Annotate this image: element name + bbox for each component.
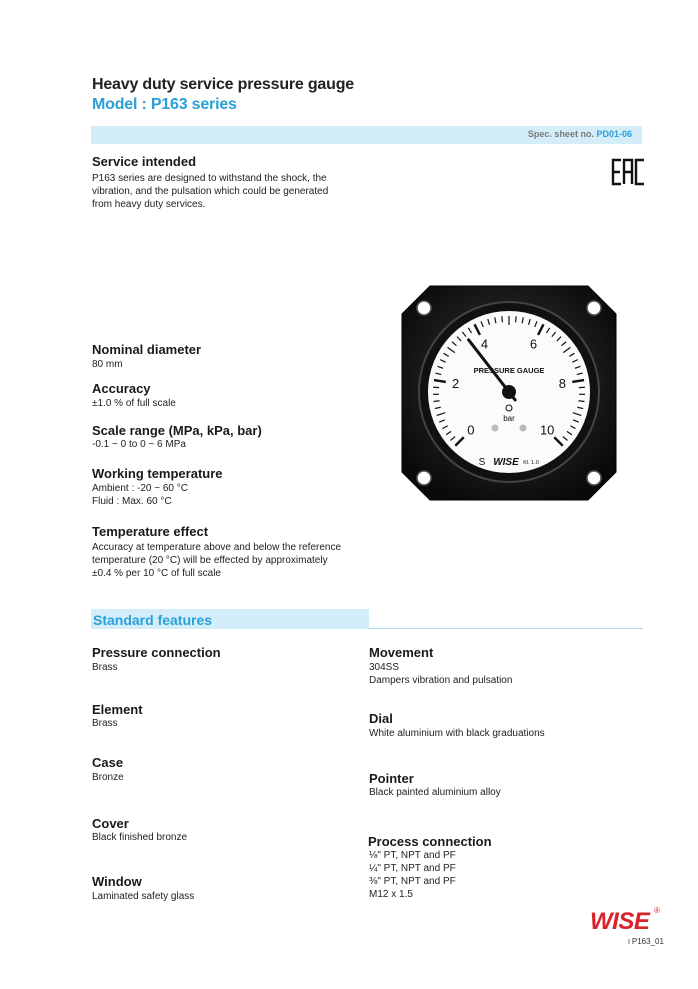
text-line: ¼" PT, NPT and PF bbox=[369, 863, 456, 874]
standard-features-heading: Standard features bbox=[93, 612, 213, 628]
window-heading: Window bbox=[92, 874, 142, 889]
eac-mark-icon bbox=[611, 158, 645, 186]
spec-no: PD01-06 bbox=[596, 129, 632, 139]
text-line: Fluid : Max. 60 °C bbox=[92, 496, 172, 507]
dial-s-mark: S bbox=[478, 457, 486, 468]
wise-logo-text: WISE bbox=[590, 908, 650, 934]
scale-label: 2 bbox=[452, 376, 460, 392]
nominal-diameter-heading: Nominal diameter bbox=[92, 342, 202, 357]
text-line: P163 series are designed to withstand the shock, the bbox=[92, 173, 327, 184]
text-line: M12 x 1.5 bbox=[369, 889, 413, 900]
spec-sheet-number bbox=[528, 129, 632, 139]
cover-value: Black finished bronze bbox=[92, 832, 188, 843]
nominal-diameter-value: 80 mm bbox=[92, 359, 123, 370]
pressure-connection-heading: Pressure connection bbox=[92, 645, 221, 660]
text-line: Accuracy at temperature above and below the reference bbox=[92, 542, 342, 553]
working-temperature-heading: Working temperature bbox=[92, 466, 223, 481]
scale-label: 6 bbox=[529, 336, 538, 352]
divider-line bbox=[369, 628, 643, 629]
scale-label: 4 bbox=[480, 336, 489, 352]
text-line: Dampers vibration and pulsation bbox=[369, 675, 513, 686]
element-value: Brass bbox=[92, 718, 118, 729]
dial-title: PRESSURE GAUGE bbox=[473, 366, 545, 375]
dial-heading: Dial bbox=[369, 711, 393, 726]
cover-heading: Cover bbox=[92, 816, 129, 831]
scale-label: 8 bbox=[558, 376, 566, 392]
document-title: Heavy duty service pressure gauge bbox=[92, 76, 354, 93]
wise-logo bbox=[588, 904, 662, 934]
service-text bbox=[92, 172, 328, 211]
mounting-hole-icon bbox=[587, 471, 601, 485]
mounting-hole-icon bbox=[587, 301, 601, 315]
text-line: temperature (20 °C) will be effected by approximately bbox=[92, 555, 328, 566]
dial-brand: WISE bbox=[493, 457, 519, 468]
text-line: ±0.4 % per 10 °C of full scale bbox=[92, 568, 221, 579]
scale-range-value: -0.1 ~ 0 to 0 ~ 6 MPa bbox=[92, 439, 186, 450]
page-number: I P163_01 bbox=[628, 937, 664, 946]
process-connection-value bbox=[369, 849, 456, 901]
pointer-heading: Pointer bbox=[369, 771, 414, 786]
text-line: from heavy duty services. bbox=[92, 199, 206, 210]
text-line: ⅛" PT, NPT and PF bbox=[369, 850, 456, 861]
movement-value bbox=[369, 661, 512, 687]
case-value: Bronze bbox=[92, 772, 124, 783]
spec-sheet-bar bbox=[91, 126, 642, 144]
scale-range-heading: Scale range (MPa, kPa, bar) bbox=[92, 423, 262, 438]
minor-tick bbox=[502, 316, 503, 322]
pressure-gauge-image bbox=[400, 284, 618, 502]
dial-value: White aluminium with black graduations bbox=[369, 728, 545, 739]
accuracy-heading: Accuracy bbox=[92, 381, 151, 396]
spec-label: Spec. sheet no. bbox=[527, 129, 594, 139]
pointer-value: Black painted aluminium alloy bbox=[369, 787, 501, 798]
mounting-hole-icon bbox=[417, 471, 431, 485]
registered-mark: ® bbox=[654, 906, 660, 915]
service-heading: Service intended bbox=[92, 154, 197, 169]
temperature-effect-value bbox=[92, 541, 341, 580]
text-line: vibration, and the pulsation which could be generated bbox=[92, 186, 329, 197]
accuracy-value: ±1.0 % of full scale bbox=[92, 398, 176, 409]
minor-tick bbox=[434, 401, 440, 402]
movement-heading: Movement bbox=[369, 645, 434, 660]
element-heading: Element bbox=[92, 702, 143, 717]
mounting-hole-icon bbox=[417, 301, 431, 315]
pressure-connection-value: Brass bbox=[92, 662, 118, 673]
dial-class: Kl. 1.0 bbox=[523, 460, 539, 466]
window-value: Laminated safety glass bbox=[92, 891, 195, 902]
minor-tick bbox=[578, 401, 584, 402]
scale-label: 10 bbox=[539, 422, 555, 438]
dial-unit: bar bbox=[503, 414, 515, 423]
standard-features-bar bbox=[91, 609, 369, 629]
working-temperature-value bbox=[92, 482, 188, 508]
text-line: Ambient : -20 ~ 60 °C bbox=[92, 483, 188, 494]
process-connection-heading: Process connection bbox=[368, 834, 492, 849]
case-heading: Case bbox=[92, 755, 124, 770]
temperature-effect-heading: Temperature effect bbox=[92, 524, 209, 539]
model-title: Model : P163 series bbox=[92, 96, 237, 113]
scale-label: 0 bbox=[467, 422, 475, 438]
text-line: 304SS bbox=[369, 662, 400, 673]
page-id: P163_01 bbox=[631, 937, 664, 946]
minor-tick bbox=[516, 316, 517, 322]
text-line: ⅜" PT, NPT and PF bbox=[369, 876, 456, 887]
